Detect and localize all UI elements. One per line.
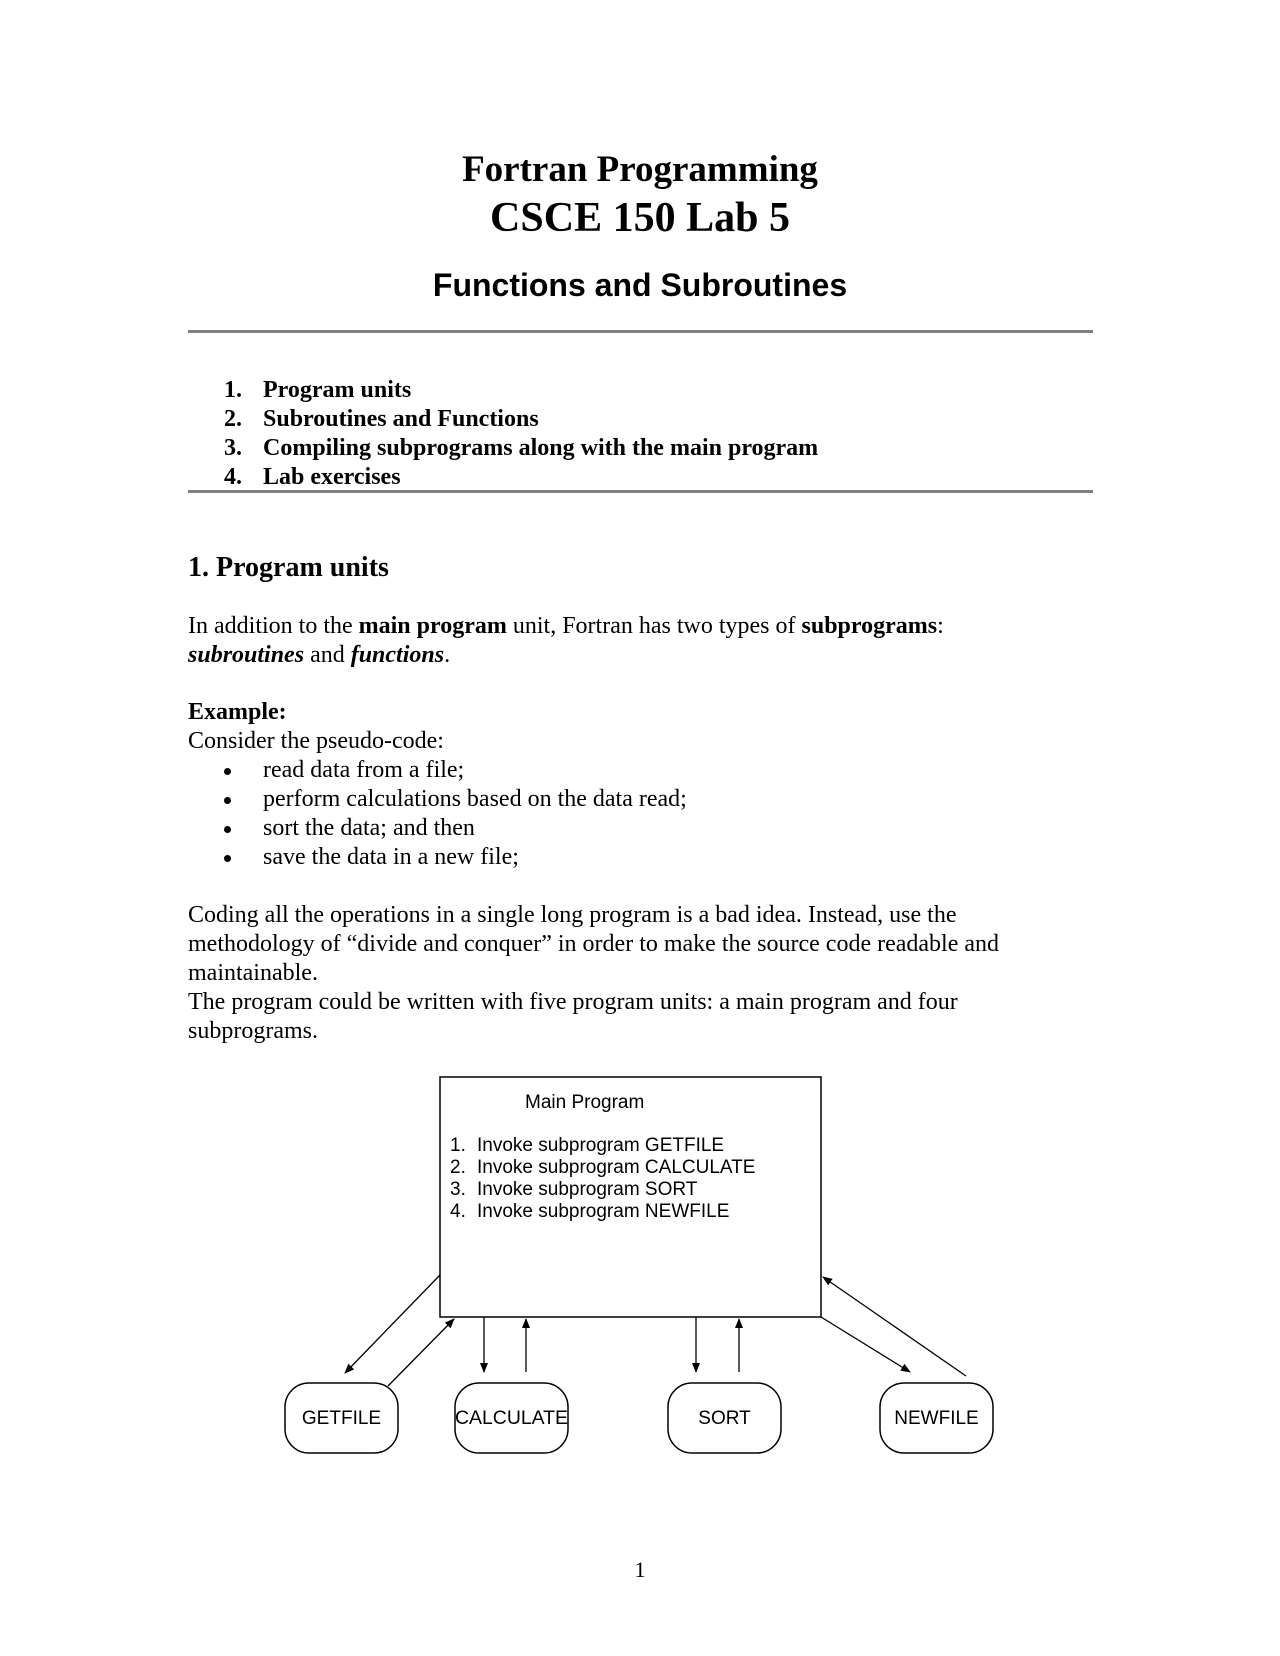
bold-term: main program: [358, 613, 507, 639]
intro-paragraph: [188, 612, 1088, 670]
toc-label: Subroutines and Functions: [263, 406, 539, 432]
step-text: Invoke subprogram GETFILE: [477, 1135, 725, 1156]
program-structure-diagram: [270, 1070, 1010, 1470]
text-run: .: [444, 642, 451, 668]
section-heading: 1. Program units: [188, 552, 389, 583]
step-text: Invoke subprogram NEWFILE: [477, 1201, 730, 1222]
document-subtitle: Functions and Subroutines: [432, 267, 848, 303]
step-number: 3.: [450, 1179, 466, 1200]
list-item-text: sort the data; and then: [263, 815, 475, 841]
step-number: 2.: [450, 1157, 466, 1178]
list-item-text: save the data in a new file;: [263, 844, 519, 870]
top-divider: [188, 330, 1093, 333]
toc-number: 2.: [224, 406, 242, 432]
bold-italic-term: subroutines: [188, 642, 305, 668]
bullet-icon: [224, 797, 231, 804]
page-number: 1: [634, 1557, 646, 1582]
toc-number: 3.: [224, 435, 242, 461]
subprogram-label: SORT: [698, 1408, 751, 1429]
toc-label: Lab exercises: [263, 464, 401, 490]
document-course-lab: CSCE 150 Lab 5: [490, 195, 790, 241]
bullet-icon: [224, 855, 231, 862]
toc-label: Program units: [263, 377, 412, 403]
step-number: 1.: [450, 1135, 466, 1156]
bold-term: subprograms: [801, 613, 938, 639]
step-text: Invoke subprogram CALCULATE: [477, 1157, 756, 1178]
toc-label: Compiling subprograms along with the main program: [263, 435, 819, 461]
call-arrow: [345, 1275, 440, 1373]
document-title: Fortran Programming: [462, 149, 818, 190]
bold-italic-term: functions: [350, 642, 445, 668]
example-label: [188, 698, 1088, 727]
text-run: :: [937, 613, 944, 639]
text-run: unit, Fortran has two types of: [506, 613, 802, 639]
return-arrow: [823, 1277, 966, 1376]
program-units-paragraph: The program could be written with five program units: a main program and four subprograms.: [188, 989, 958, 1044]
call-arrow: [821, 1317, 910, 1372]
subprogram-label: CALCULATE: [455, 1408, 568, 1429]
main-program-title: Main Program: [525, 1092, 645, 1113]
bullet-icon: [224, 768, 231, 775]
step-text: Invoke subprogram SORT: [477, 1179, 698, 1200]
list-item-text: perform calculations based on the data read;: [263, 786, 687, 812]
text-run: and: [304, 642, 351, 668]
subprogram-label: GETFILE: [301, 1408, 382, 1429]
toc-number: 1.: [224, 377, 242, 403]
step-number: 4.: [450, 1201, 466, 1222]
text-run: In addition to the: [188, 613, 359, 639]
list-item-text: read data from a file;: [263, 757, 465, 783]
bullet-icon: [224, 826, 231, 833]
consider-text: Consider the pseudo-code:: [188, 728, 444, 754]
toc-number: 4.: [224, 464, 242, 490]
divide-conquer-paragraph: Coding all the operations in a single long program is a bad idea. Instead, use the methodology of “divide and conquer” in order to make the source code readable and maintainable.: [188, 902, 1000, 986]
subprogram-label: NEWFILE: [894, 1408, 979, 1429]
example-label-text: Example:: [188, 699, 287, 725]
bottom-divider: [188, 490, 1093, 493]
return-arrow: [388, 1319, 454, 1386]
